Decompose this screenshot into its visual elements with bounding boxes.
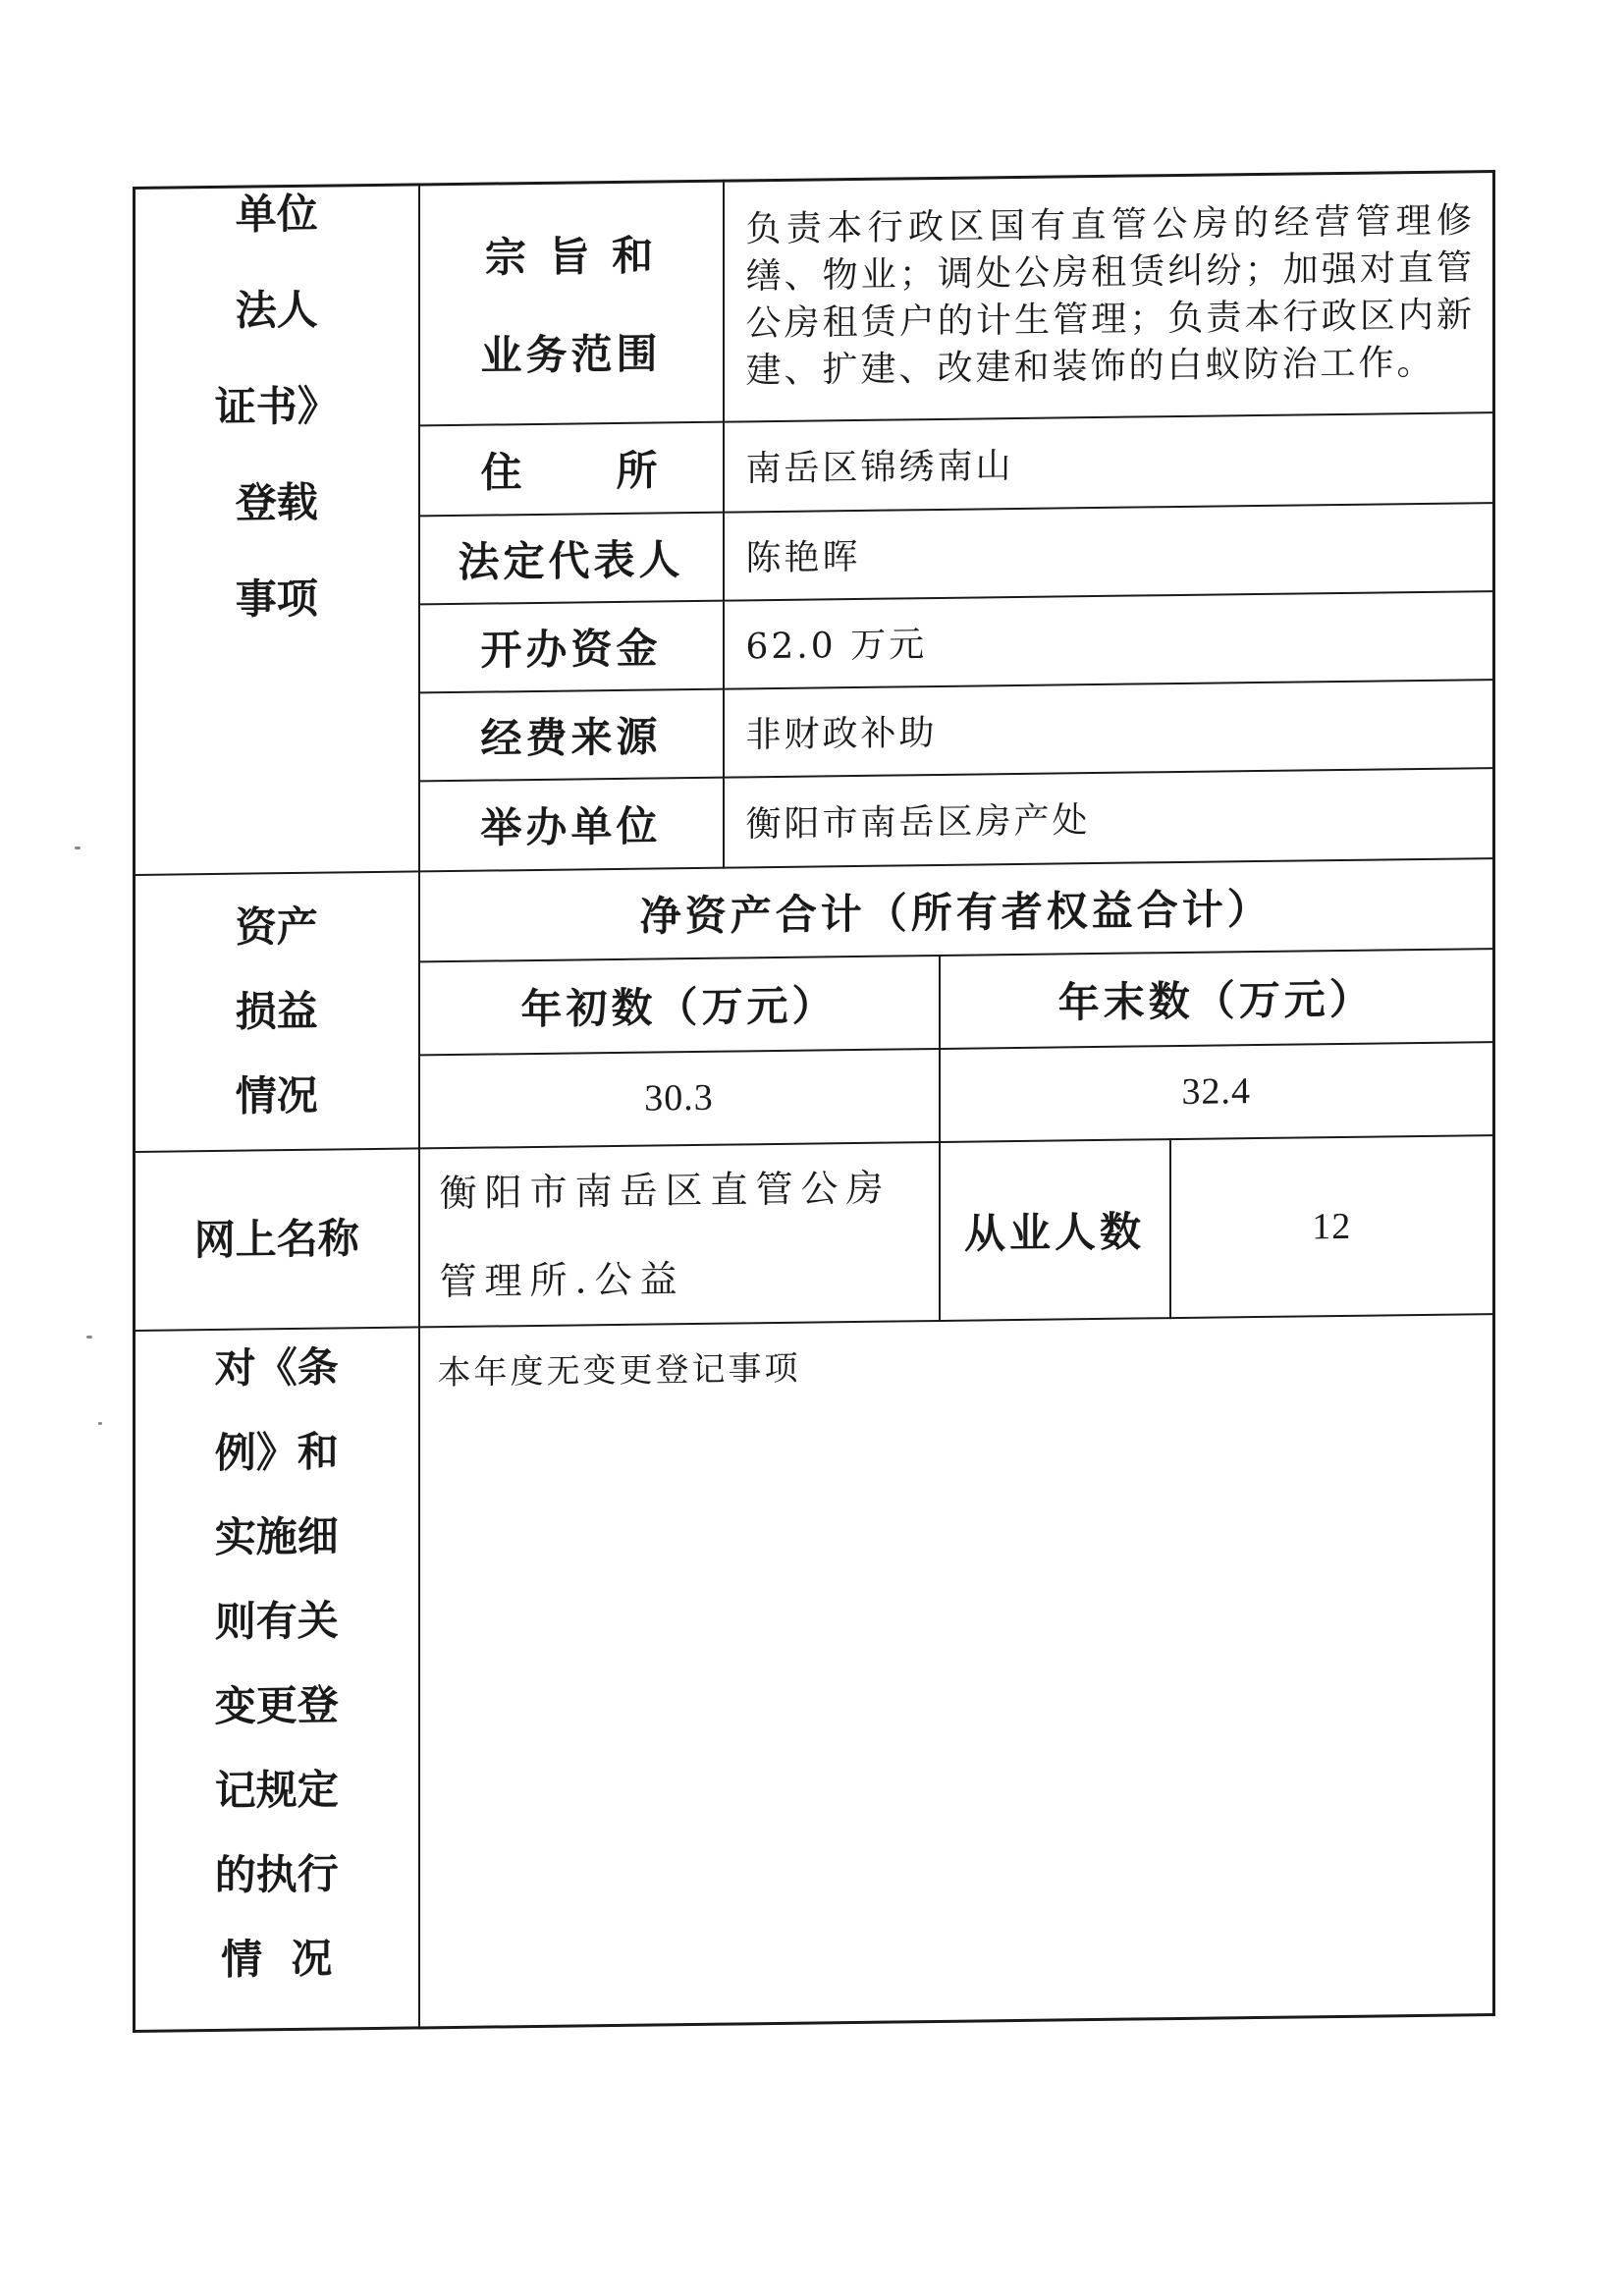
begin-year-header: 年初数（万元） [419,955,940,1054]
registration-section-label [135,185,419,875]
changes-label-line: 记规定 [214,1764,339,1815]
capital-label: 开办资金 [419,600,724,692]
funding-label: 经费来源 [419,688,724,781]
document-frame [133,170,1492,2033]
changes-label-line: 变更登 [214,1679,339,1730]
changes-row [135,1314,1494,2032]
end-year-header: 年末数（万元） [940,949,1494,1049]
purpose-row [135,172,1494,429]
changes-label [135,1327,419,2032]
net-assets-header: 净资产合计（所有者权益合计） [419,858,1494,961]
employees-label: 从业人数 [940,1139,1170,1321]
begin-year-value: 30.3 [419,1048,940,1147]
purpose-value: 负责本行政区国有直管公房的经营管理修缮、物业；调处公房租赁纠纷；加强对直管公房租赁户的计生管理；负责本行政区内新建、扩建、改建和装饰的白蚁防治工作。 [724,172,1494,422]
purpose-label-line: 业务范围 [480,329,662,380]
funding-value: 非财政补助 [724,680,1494,778]
changes-label-line: 对《条 [214,1341,339,1393]
net-assets-header-row [135,858,1494,965]
legal-rep-value: 陈艳晖 [724,503,1494,601]
online-name-value [419,1141,940,1326]
end-year-value: 32.4 [940,1042,1494,1142]
scan-speck [86,1336,92,1339]
changes-label-line: 的执行 [214,1848,339,1899]
online-row [135,1135,1494,1331]
online-name-line: 衡阳市南岳区直管公房 [439,1166,892,1215]
registration-label-line: 事项 [235,574,318,624]
sponsor-value: 衡阳市南岳区房产处 [724,768,1494,868]
employees-value: 12 [1170,1135,1494,1318]
changes-label-line: 则有关 [214,1595,339,1646]
sponsor-label: 举办单位 [419,777,724,871]
online-name-line: 管理所.公益 [439,1256,685,1303]
capital-value: 62.0 万元 [724,591,1494,689]
address-label: 住 所 [419,421,724,516]
registration-label-line: 登载 [235,477,318,527]
registration-label-line: 单位 [235,189,318,239]
registration-label-line: 证书》 [214,381,339,432]
assets-label-line: 损益 [235,986,318,1036]
purpose-label-line: 宗 旨 和 [484,231,658,282]
changes-label-line: 实施细 [214,1510,339,1561]
purpose-label [419,181,724,425]
annual-report-form [133,170,1495,2033]
address-value: 南岳区锦绣南山 [724,412,1494,513]
legal-rep-label: 法定代表人 [419,512,724,604]
changes-label-line: 情 况 [221,1934,333,1984]
assets-label-line: 资产 [235,902,318,952]
online-name-label: 网上名称 [135,1148,419,1331]
changes-value: 本年度无变更登记事项 [419,1314,1494,2028]
registration-label-line: 法人 [235,285,318,335]
scan-speck [98,1422,102,1425]
assets-label-line: 情况 [235,1070,318,1121]
scan-speck [75,847,81,849]
changes-label-line: 例》和 [214,1426,339,1477]
assets-section-label [135,871,419,1152]
